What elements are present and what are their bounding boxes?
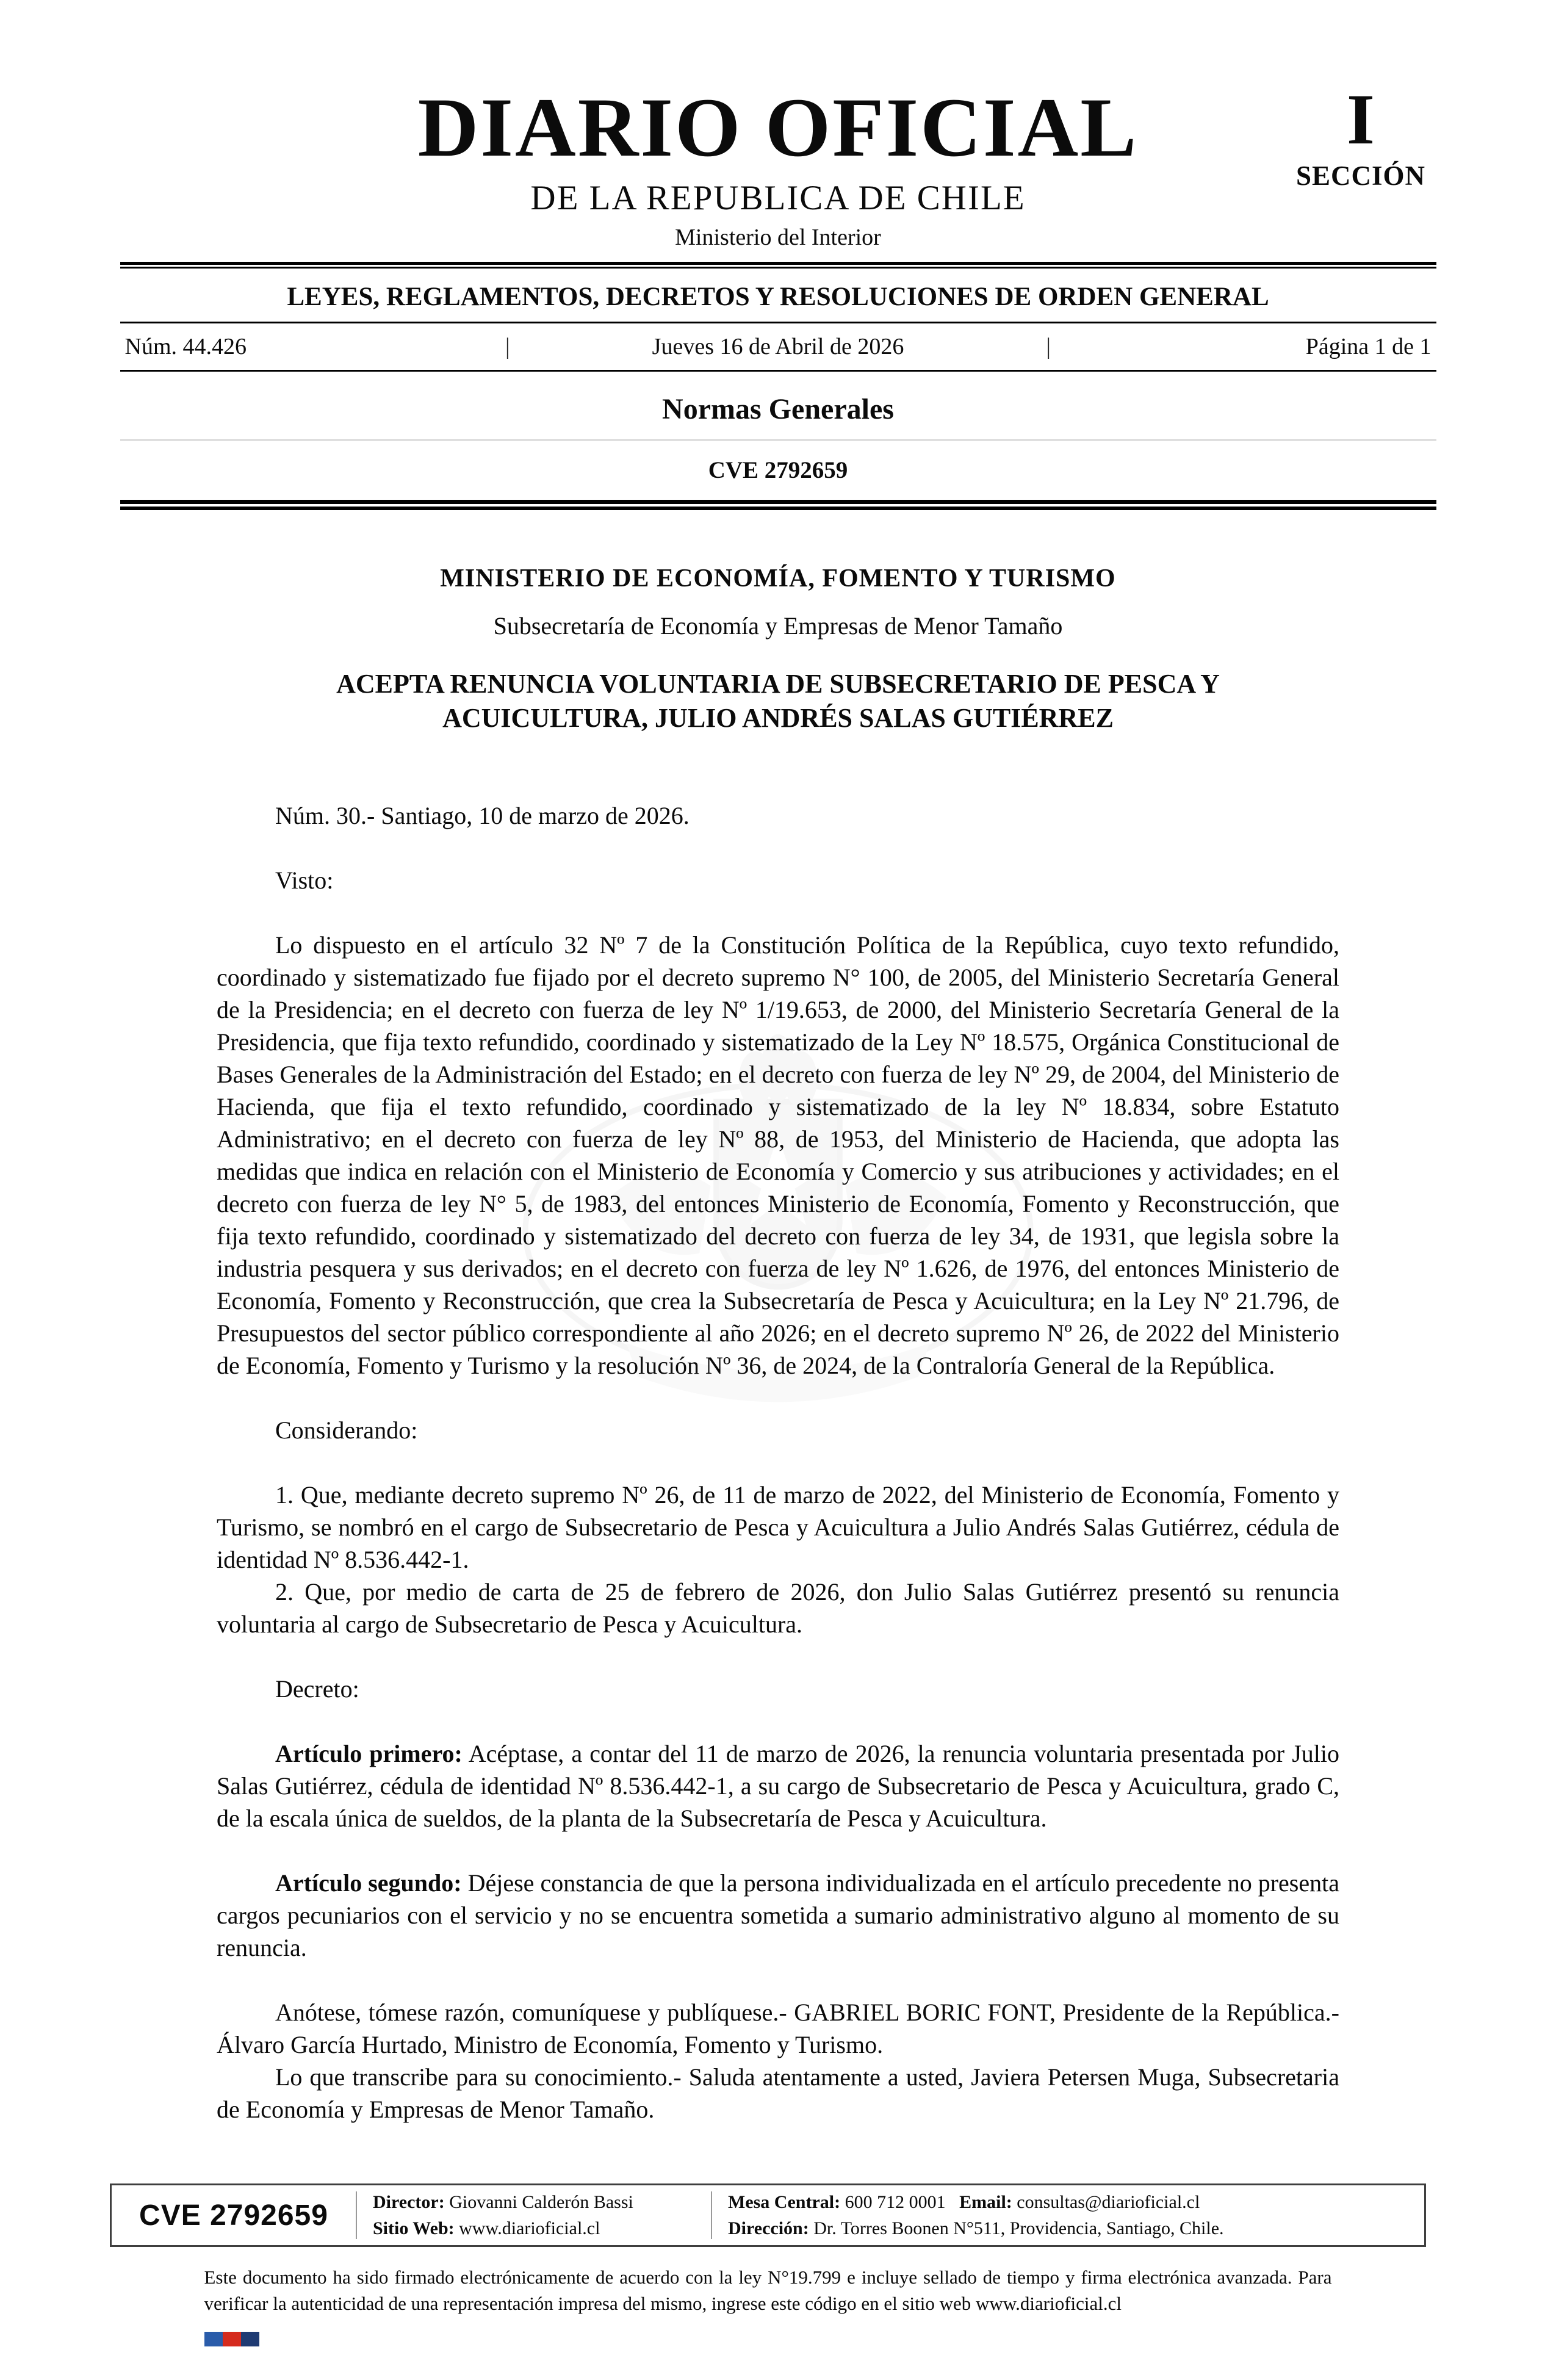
decree-number-line: Núm. 30.- Santiago, 10 de marzo de 2026. xyxy=(275,801,690,829)
decreto-label: Decreto: xyxy=(275,1675,359,1703)
masthead xyxy=(0,0,1556,251)
article-second-text: Déjese constancia de que la persona individualizada en el artículo precedente no presenta cargos pecuniarios con el servicio y no se encuentra sometida a sumario administrativo alguno al momento de su renuncia. xyxy=(217,1869,1339,1961)
phone-number: 600 712 0001 xyxy=(845,2191,946,2212)
article-first-lead: Artículo primero: xyxy=(275,1739,463,1767)
decree-ministry-heading: MINISTERIO DE ECONOMÍA, FOMENTO Y TURISMO xyxy=(440,564,1116,593)
section-numeral: I xyxy=(1347,79,1375,159)
footer-contact-column xyxy=(712,2185,1424,2245)
website-label: Sitio Web: xyxy=(373,2218,455,2238)
considerando-item-2: 2. Que, por medio de carta de 25 de febrero de 2026, don Julio Salas Gutiérrez presentó su renuncia voluntaria al cargo de Subsecretario de Pesca y Acuicultura. xyxy=(217,1578,1339,1638)
closing-paragraph-1: Anótese, tómese razón, comuníquese y publíquese.- GABRIEL BORIC FONT, Presidente de la República.- Álvaro García Hurtado, Ministro de Economía, Fomento y Turismo. xyxy=(217,1998,1339,2058)
footer-phone-line xyxy=(728,2189,1408,2216)
footer-website-line xyxy=(373,2215,695,2242)
signature-flag-icon xyxy=(204,2332,1332,2346)
newspaper-title: DIARIO OFICIAL xyxy=(417,81,1139,174)
cve-code-top: CVE 2792659 xyxy=(708,457,848,483)
section-mark xyxy=(1288,79,1434,192)
director-label: Director: xyxy=(373,2191,445,2212)
decree-subsecretariat: Subsecretaría de Economía y Empresas de Menor Tamaño xyxy=(493,612,1063,640)
email-label: Email: xyxy=(959,2191,1012,2212)
page-indicator: Página 1 de 1 xyxy=(1305,334,1432,359)
article-second-lead: Artículo segundo: xyxy=(275,1869,462,1897)
director-name: Giovanni Calderón Bassi xyxy=(449,2191,633,2212)
footer-director-line xyxy=(373,2189,695,2216)
article-second xyxy=(217,1867,1339,1964)
footer-bottom xyxy=(204,2264,1332,2346)
light-divider xyxy=(120,439,1436,441)
phone-label: Mesa Central: xyxy=(728,2191,841,2212)
flag-segment-blue xyxy=(204,2332,223,2346)
considerando-label: Considerando: xyxy=(275,1416,418,1444)
article-first xyxy=(217,1737,1339,1834)
email-address: consultas@diarioficial.cl xyxy=(1017,2191,1200,2212)
visto-label: Visto: xyxy=(275,866,334,894)
closing-paragraph-2: Lo que transcribe para su conocimiento.- Saluda atentamente a usted, Javiera Petersen Muga, Subsecretaria de Economía y Empresas de Menor Tamaño. xyxy=(217,2063,1339,2123)
issue-number: Núm. 44.426 xyxy=(124,334,247,359)
issue-separator: | xyxy=(505,334,510,359)
issue-date: Jueves 16 de Abril de 2026 xyxy=(652,334,904,359)
footer-address-line xyxy=(728,2215,1408,2242)
header-block xyxy=(120,262,1436,510)
issue-separator: | xyxy=(1046,334,1051,359)
considerando-item-1: 1. Que, mediante decreto supremo Nº 26, de 11 de marzo de 2022, del Ministerio de Economía, Fomento y Turismo, se nombró en el cargo de Subsecretario de Pesca y Acuicultura a Julio Andrés Salas Gutiérrez, cédula de identidad Nº 8.536.442-1. xyxy=(217,1480,1339,1573)
address-text: Dr. Torres Boonen N°511, Providencia, Santiago, Chile. xyxy=(813,2218,1224,2238)
signature-disclaimer: Este documento ha sido firmado electrónicamente de acuerdo con la ley N°19.799 e incluye sellado de tiempo y firma electrónica avanzada. Para verificar la autenticidad de una representación impresa del mismo, ingrese este código en el sitio web www.diarioficial.cl xyxy=(204,2266,1332,2315)
newspaper-ministry: Ministerio del Interior xyxy=(675,225,881,250)
masthead-divider xyxy=(120,262,1436,269)
article-first-text: Acéptase, a contar del 11 de marzo de 2026, la renuncia voluntaria presentada por Julio Salas Gutiérrez, cédula de identidad Nº 8.536.442-1, a su cargo de Subsecretario de Pesca y Acuicultura, grado C, de la escala única de sueldos, de la planta de la Subsecretaría de Pesca y Acuicultura. xyxy=(217,1739,1339,1832)
body-divider xyxy=(120,500,1436,510)
footer-director-column xyxy=(357,2185,711,2245)
section-label: SECCIÓN xyxy=(1295,160,1426,192)
cve-code-footer: CVE 2792659 xyxy=(139,2199,328,2232)
gazette-tagline: LEYES, REGLAMENTOS, DECRETOS Y RESOLUCIONES DE ORDEN GENERAL xyxy=(287,283,1269,311)
decree-title: ACEPTA RENUNCIA VOLUNTARIA DE SUBSECRETARIO DE PESCA Y ACUICULTURA, JULIO ANDRÉS SALAS GUTIÉRREZ xyxy=(336,669,1220,734)
newspaper-subtitle: DE LA REPUBLICA DE CHILE xyxy=(530,179,1026,217)
section-heading: Normas Generales xyxy=(662,393,894,425)
page-footer xyxy=(110,2183,1426,2346)
address-label: Dirección: xyxy=(728,2218,809,2238)
visto-paragraph: Lo dispuesto en el artículo 32 Nº 7 de la Constitución Política de la República, cuyo texto refundido, coordinado y sistematizado fue fijado por el decreto supremo N° 100, de 2005, del Ministerio Secretaría General de la Presidencia; en el decreto con fuerza de ley Nº 1/19.653, de 2000, del Ministerio Secretaría General de la Presidencia, que fija texto refundido, coordinado y sistematizado de la Ley Nº 18.575, Orgánica Constitucional de Bases Generales de la Administración del Estado; en el decreto con fuerza de ley Nº 29, de 2004, del Ministerio de Hacienda, que fija el texto refundido, coordinado y sistematizado de la ley Nº 18.834, sobre Estatuto Administrativo; en el decreto con fuerza de ley Nº 88, de 1953, del Ministerio de Hacienda, que adopta las medidas que indica en relación con el Ministerio de Economía y Comercio y sus atribuciones y actividades; en el decreto con fuerza de ley N° 5, de 1983, del entonces Ministerio de Economía, Fomento y Reconstrucción, que fija texto refundido, coordinado y sistematizado del decreto con fuerza de ley 34, de 1931, que legisla sobre la industria pesquera y sus derivados; en el decreto con fuerza de ley Nº 1.626, de 1976, del entonces Ministerio de Economía, Fomento y Reconstrucción, que crea la Subsecretaría de Pesca y Acuicultura; en la Ley Nº 21.796, de Presupuestos del sector público correspondiente al año 2026; en el decreto supremo Nº 26, de 2022 del Ministerio de Economía, Fomento y Turismo y la resolución Nº 36, de 2024, de la Contraloría General de la República. xyxy=(217,931,1339,1379)
decree-body xyxy=(217,564,1339,2126)
flag-segment-red xyxy=(223,2332,241,2346)
flag-segment-navy xyxy=(241,2332,259,2346)
footer-info-box xyxy=(110,2183,1426,2247)
issue-info-bar xyxy=(120,322,1436,372)
website-url: www.diarioficial.cl xyxy=(459,2218,600,2238)
